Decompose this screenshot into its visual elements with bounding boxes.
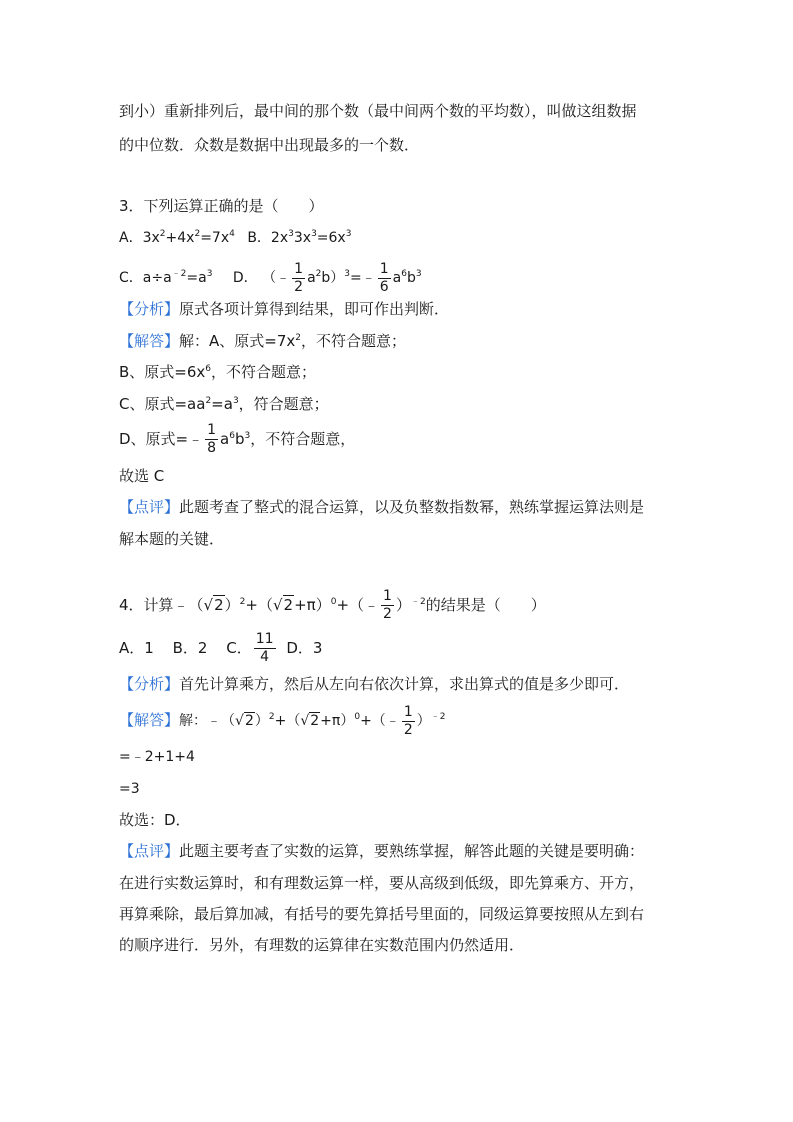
- q4-answer: 【解答】解：$﹣(√2)^2+(√2+\pi)^0+(﹣$ $\frac{1}{2}$ ）$^{﹣2}$: [119, 703, 446, 738]
- q3-option-b-label: B．: [247, 230, 271, 246]
- q3-stem: 3．下列运算正确的是（ ）: [119, 197, 324, 215]
- intro-line-2: 的中位数．众数是数据中出现最多的一个数．: [119, 136, 420, 154]
- q4-step-1: =﹣2+1+4: [119, 749, 195, 765]
- q3-answer-b: B、原式$=6x^6$，不符合题意；: [119, 363, 317, 381]
- analysis-tag: 【分析】: [119, 675, 180, 693]
- q4-stem: 4．计算$﹣(√2)^2+(√2+\pi)^0+(﹣$ $\frac{1}{2}$ ）$^{﹣2}$的结果是（ ）: [119, 588, 546, 622]
- q3-option-d-text: （﹣ $\frac{1}{2}$ $a^2b)^3=﹣$ $\frac{1}{6}$ $a^6b^3$: [262, 260, 422, 295]
- comment-tag: 【点评】: [119, 842, 180, 860]
- sqrt: √2: [272, 596, 294, 614]
- comment-tag: 【点评】: [119, 498, 180, 516]
- fraction: $\frac{1}{6}$: [379, 260, 389, 295]
- fraction: $\frac{1}{2}$: [294, 260, 304, 295]
- q3-comment-2: 解本题的关键．: [119, 530, 225, 548]
- q3-option-d-label: D．: [232, 270, 258, 286]
- q4-comment-3: 再算乘除，最后算加减，有括号的要先算括号里面的，同级运算要按照从左到右: [119, 905, 645, 923]
- fraction: $\frac{1}{2}$: [383, 588, 392, 622]
- q4-options: [119, 630, 322, 666]
- sqrt: √2: [235, 713, 254, 729]
- q4-analysis: 【分析】首先计算乘方，然后从左向右依次计算，求出算式的值是多少即可．: [119, 675, 630, 693]
- q3-options-cd: [119, 260, 422, 296]
- intro-line-1: 到小）重新排列后，最中间的那个数（最中间两个数的平均数），叫做这组数据: [119, 102, 637, 120]
- q3-options-ab: [119, 228, 351, 248]
- q4-comment-4: 的顺序进行．另外，有理数的运算律在实数范围内仍然适用．: [119, 936, 525, 954]
- q3-option-a-label: A．: [119, 230, 143, 246]
- q4-option-d: D．3: [286, 639, 323, 657]
- sqrt: √2: [300, 713, 320, 729]
- q3-comment-1: 【点评】此题考查了整式的混合运算，以及负整数指数幂，熟练掌握运算法则是: [119, 498, 645, 516]
- q3-option-c-text: $a\div a^{﹣2}=a^3$: [142, 269, 213, 286]
- q4-option-b: B．2: [172, 639, 208, 657]
- q3-answer-c: C、原式$=aa^2=a^3$，符合题意；: [119, 395, 329, 413]
- fraction: $\frac{1}{2}$: [403, 703, 413, 738]
- q4-option-a: A．1: [119, 639, 154, 657]
- analysis-tag: 【分析】: [119, 300, 180, 318]
- q4-choice: 故选：D．: [119, 811, 191, 829]
- q4-comment-2: 在进行实数运算时，和有理数运算一样，要从高级到低级，即先算乘方、开方，: [119, 874, 645, 892]
- q4-comment-1: 【点评】此题主要考查了实数的运算，要熟练掌握，解答此题的关键是要明确：: [119, 842, 645, 860]
- q4-option-c-label: C．: [226, 639, 252, 657]
- q4-step-2: =3: [119, 781, 140, 797]
- q3-answer-d: D、原式=﹣ $\frac{1}{8}$ $a^6b^3$，不符合题意，: [119, 422, 356, 456]
- q3-answer-a: 【解答】解：A、原式$=7x^2$，不符合题意；: [119, 332, 407, 350]
- q3-analysis: 【分析】原式各项计算得到结果，即可作出判断．: [119, 300, 450, 318]
- sqrt: √2: [203, 596, 224, 614]
- q4-option-c-fraction: $\frac{11}{4}$: [255, 631, 274, 665]
- fraction: $\frac{1}{8}$: [207, 422, 217, 456]
- q3-option-c-label: C．: [119, 270, 143, 286]
- q3-choice: 故选 C: [119, 467, 165, 485]
- answer-tag: 【解答】: [119, 711, 180, 729]
- answer-tag: 【解答】: [119, 332, 180, 350]
- q3-option-a-text: $3x^2+4x^2=7x^4$: [142, 229, 235, 246]
- q3-option-b-text: $2x^33x^3=6x^3$: [270, 229, 352, 246]
